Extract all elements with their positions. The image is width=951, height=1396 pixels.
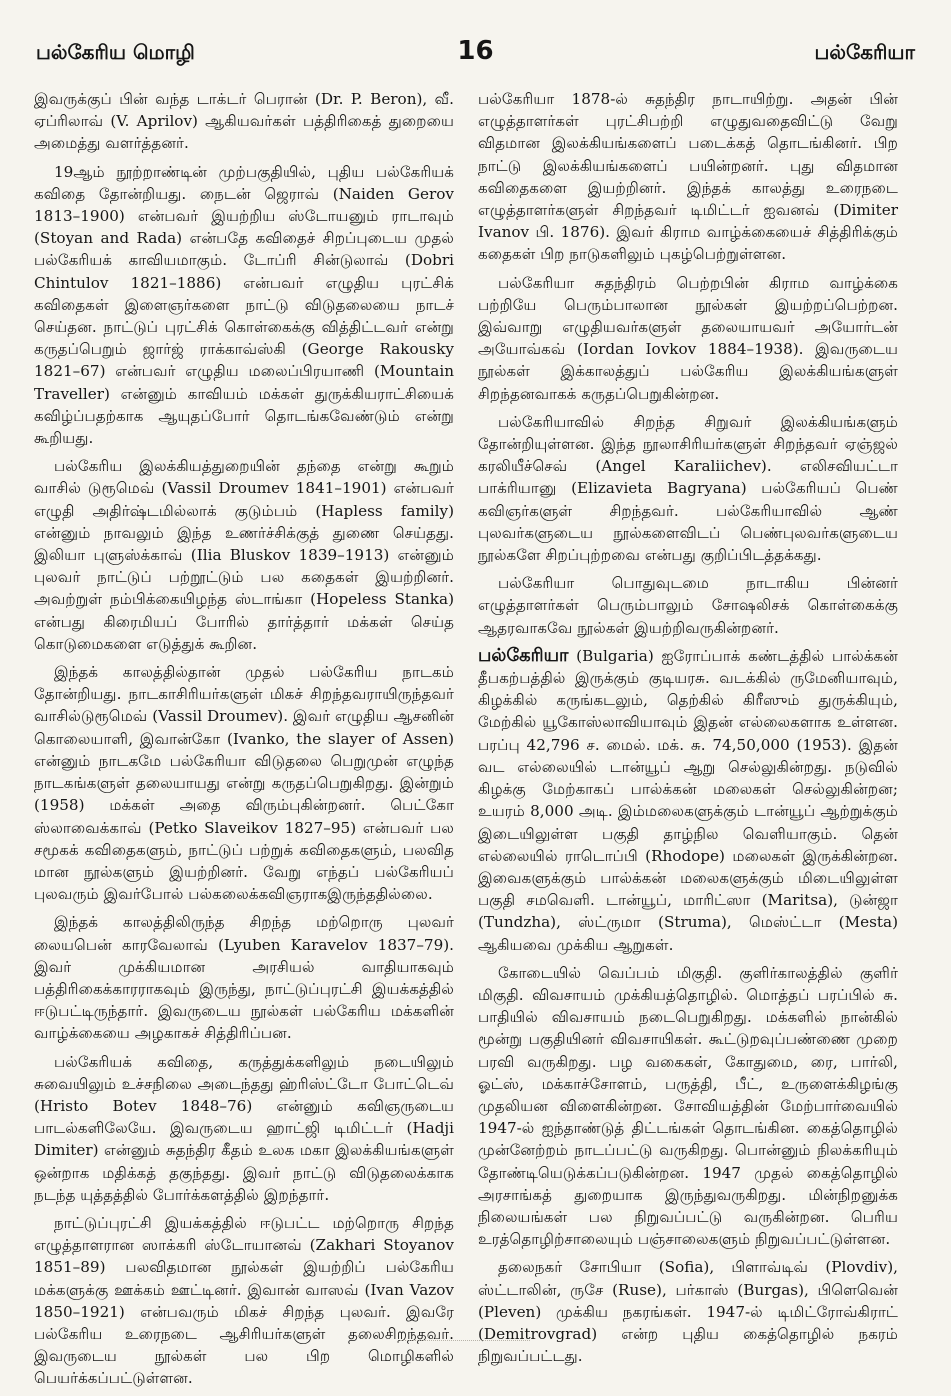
running-head-right: பல்கேரியா	[814, 40, 915, 64]
page-number: 16	[457, 36, 494, 66]
paragraph: இந்தக் காலத்திலிருந்த சிறந்த மற்றொரு புலவர் லையபென் காரவேலாவ் (Lyuben Karavelov 1837–79). இவர் முக்கியமான அரசியல் வாதியாகவும் பத்திரிகைக்காரராகவும் இருந்து, நாட்டுப்புரட்சி இயக்கத்தில் ஈடுபட்டிருந்தார். இவருடைய நூல்கள் பல்கேரிய மக்களின் வாழ்க்கையை அழகாகச் சித்திரிப்பன.	[34, 913, 454, 1043]
paragraph: தலைநகர் சோபியா (Sofia), பிளாவ்டிவ் (Plovdiv), ஸ்ட்டாலின், ருசே (Ruse), பர்காஸ் (Burgas), பிளெவென் (Pleven) முக்கிய நகரங்கள். 1947-ல் டிமிட்ரோவ்கிராட் (Demitrovgrad) என்ற புதிய கைத்தொழில் நகரம் நிறுவப்பட்டது.	[478, 1258, 898, 1366]
paragraph: பல்கேரியா சுதந்திரம் பெற்றபின் கிராம வாழ்க்கை பற்றியே பெரும்பாலான நூல்கள் இயற்றப்பெற்றன. இவ்வாறு எழுதியவர்களுள் தலையாயவர் அயோர்டன் அயோவ்கவ் (Iordan Iovkov 1884–1938). இவருடைய நூல்கள் இக்காலத்துப் பல்கேரிய இலக்கியங்களுள் சிறந்தனவாகக் கருதப்பெறுகின்றன.	[478, 273, 898, 403]
printer-mark	[400, 1340, 530, 1347]
entry-paragraph	[478, 645, 898, 956]
paragraph: கோடையில் வெப்பம் மிகுதி. குளிர்காலத்தில் குளிர் மிகுதி. விவசாயம் முக்கியத்தொழில். மொத்தப் பரப்பில் சு. பாதியில் விவசாயம் நடைபெறுகிறது. மக்களில் நான்கில் மூன்று பகுதியினர் விவசாயிகள். கூட்டுறவுப்பண்ணை முறை பரவி வருகிறது. பழ வகைகள், கோதுமை, ரை, பார்லி, ஓட்ஸ், மக்காச்சோளம், பருத்தி, பீட், உருளைக்கிழங்கு முதலியன விளைகின்றன. சோவியத்தின் மேற்பார்வையில் 1947-ல் ஐந்தாண்டுத் திட்டங்கள் தொடங்கின. கைத்தொழில் முன்னேற்றம் நாடப்பட்டு வருகிறது. பொன்னும் நிலக்கரியும் தோண்டியெடுக்கப்படுகின்றன. 1947 முதல் கைத்தொழில் அரசாங்கத் துறையாக இருந்துவருகிறது. மின்நிறனுக்க நிலையங்கள் பல நிறுவப்பட்டு வருகின்றன. பெரிய உரத்தொழிற்சாலையும் பஞ்சாலைகளும் நிறுவப்பட்டுள்ளன.	[478, 963, 898, 1249]
two-column-body	[34, 88, 917, 1396]
entry-text: (Bulgaria) ஐரோப்பாக் கண்டத்தில் பால்க்கன் தீபகற்பத்தில் இருக்கும் குடியரசு. வடக்கில் ருமேனியாவும், கிழக்கில் கருங்கடலும், தெற்கில் கிரீஸும் துருக்கியும், மேற்கில் யூகோஸ்லாவியாவும் இதன் எல்லைகளாக உள்ளன. பரப்பு 42,796 ச. மைல். மக். சு. 74,50,000 (1953). இதன் வட எல்லையில் டான்யூப் ஆறு செல்லுகின்றது. நடுவில் கிழக்கு மேற்காகப் பால்க்கன் மலைகள் செல்லுகின்றன; உயரம் 8,000 அடி. இம்மலைகளுக்கும் டான்யூப் ஆற்றுக்கும் இடையிலுள்ள பகுதி தாழ்நில வெளியாகும். தென் எல்லையில் ராடொப்பி (Rhodope) மலைகள் இருக்கின்றன. இவைகளுக்கும் பால்க்கன் மலைகளுக்கும் மிடையிலுள்ள பகுதி சமவெளி. டான்யூப், மாரிட்ஸா (Maritsa), டுன்ஜா (Tundzha), ஸ்ட்ருமா (Struma), மெஸ்ட்டா (Mesta) ஆகியவை முக்கிய ஆறுகள்.	[478, 646, 899, 954]
paragraph: பல்கேரியா 1878-ல் சுதந்திர நாடாயிற்று. அதன் பின் எழுத்தாளர்கள் புரட்சிபற்றி எழுதுவதைவிட்டு வேறு விதமான இலக்கியங்களைப் படைக்கத் தொடங்கினர். பிற நாட்டு இலக்கியங்களைப் பயின்றனர். புது விதமான கவிதைகளை இயற்றினர். இந்தக் காலத்து உரைநடை எழுத்தாளர்களுள் சிறந்தவர் டிமிட்டர் ஐவனவ் (Dimiter Ivanov பி. 1876). இவர் கிராம வாழ்க்கையைச் சித்திரிக்கும் கதைகள் பிற நாடுகளிலும் புகழ்பெற்றுள்ளன.	[478, 90, 898, 264]
paragraph: 19ஆம் நூற்றாண்டின் முற்பகுதியில், புதிய பல்கேரியக் கவிதை தோன்றியது. நைடன் ஜெராவ் (Naiden Gerov 1813–1900) என்பவர் இயற்றிய ஸ்டோயனும் ராடாவும் (Stoyan and Rada) என்பதே கவிதைச் சிறப்புடைய முதல் பல்கேரியக் காவியமாகும். டோப்ரி சின்டுலாவ் (Dobri Chintulov 1821–1886) என்பவர் எழுதிய புரட்சிக் கவிதைகள் இளைஞர்களை நாட்டு விடுதலையை நாடச் செய்தன. நாட்டுப் புரட்சிக் கொள்கைக்கு வித்திட்டவர் என்று கருதப்பெறும் ஜார்ஜ் ராக்காவ்ஸ்கி (George Rakousky 1821–67) என்பவர் எழுதிய மலைப்பிரயாணி (Mountain Traveller) என்னும் காவியம் மக்கள் துருக்கியராட்சியைக் கவிழ்ப்பதற்காக ஆயுதப்போர் தொடங்கவேண்டும் என்று கூறியது.	[34, 162, 454, 448]
paragraph: பல்கேரிய இலக்கியத்துறையின் தந்தை என்று கூறும் வாசில் டுரூமெவ் (Vassil Droumev 1841–1901) என்பவர் எழுதி அதிர்ஷ்டமில்லாக் குடும்பம் (Hapless family) என்னும் நாவலும் இந்த உணர்ச்சிக்குத் துணை செய்தது. இலியா புளுஸ்க்காவ் (Ilia Bluskov 1839–1913) என்னும் புலவர் நாட்டுப் பற்றூட்டும் பல கதைகள் இயற்றினர். அவற்றுள் நம்பிக்கையிழந்த ஸ்டாங்கா (Hopeless Stanka) என்பது கிரைமியப் போரில் தார்த்தார் மக்கள் செய்த கொடுமைகளை எடுத்துக் கூறின.	[34, 457, 454, 653]
page-header	[34, 22, 917, 78]
paragraph: பல்கேரியா பொதுவுடமை நாடாகிய பின்னர் எழுத்தாளர்கள் பெரும்பாலும் சோஷலிசக் கொள்கைக்கு ஆதரவாகவே நூல்கள் இயற்றிவருகின்றனர்.	[478, 574, 898, 637]
paragraph: பல்கேரியாவில் சிறந்த சிறுவர் இலக்கியங்களும் தோன்றியுள்ளன. இந்த நூலாசிரியர்களுள் சிறந்தவர் ஏஞ்ஜல் கரலியீச்செவ் (Angel Karaliichev). எலிசவியட்டா பாக்ரியானு (Elizavieta Bagryana) பல்கேரியப் பெண் கவிஞர்களுள் சிறந்தவர். பல்கேரியாவில் ஆண் புலவர்களுடைய நூல்களைவிடப் பெண்புலவர்களுடைய நூல்களே சிறப்புற்றவை என்பது குறிப்பிடத்தக்கது.	[478, 412, 898, 565]
entry-heading: பல்கேரியா	[478, 644, 569, 666]
right-column	[478, 88, 898, 1396]
paragraph: பல்கேரியக் கவிதை, கருத்துக்களிலும் நடையிலும் சுவையிலும் உச்சநிலை அடைந்தது ஹ்ரிஸ்ட்டோ போட்டெவ் (Hristo Botev 1848–76) என்னும் கவிஞருடைய பாடல்களிலேயே. இவருடைய ஹாட்ஜி டிமிட்டர் (Hadji Dimiter) என்னும் சுதந்திர கீதம் உலக மகா இலக்கியங்களுள் ஒன்றாக மதிக்கத் தகுந்தது. இவர் நாட்டு விடுதலைக்காக நடந்த யுத்தத்தில் போர்க்களத்தில் இறந்தார்.	[34, 1052, 454, 1204]
paragraph: இவருக்குப் பின் வந்த டாக்டர் பெரான் (Dr. P. Beron), வீ. ஏப்ரிலாவ் (V. Aprilov) ஆகியவர்கள் பத்திரிகைத் துறையை அமைத்து வளர்த்தனர்.	[34, 90, 454, 153]
paragraph: நாட்டுப்புரட்சி இயக்கத்தில் ஈடுபட்ட மற்றொரு சிறந்த எழுத்தாளரான ஸாக்கரி ஸ்டோயானவ் (Zakhari Stoyanov 1851–89) பலவிதமான நூல்கள் இயற்றிப் பல்கேரிய மக்களுக்கு ஊக்கம் ஊட்டினர். இவான் வாஸவ் (Ivan Vazov 1850–1921) என்பவரும் மிகச் சிறந்த புலவர். இவரே பல்கேரிய உரைநடை ஆசிரியர்களுள் தலைசிறந்தவர். இவருடைய நூல்கள் பல பிற மொழிகளில் பெயர்க்கப்பட்டுள்ளன.	[34, 1213, 454, 1388]
paragraph: இந்தக் காலத்தில்தான் முதல் பல்கேரிய நாடகம் தோன்றியது. நாடகாசிரியர்களுள் மிகச் சிறந்தவராயிருந்தவர் வாசில்டுரூமெவ் (Vassil Droumev). இவர் எழுதிய ஆசனின் கொலையாளி, இவான்கோ (Ivanko, the slayer of Assen) என்னும் நாடகமே பல்கேரியா விடுதலை பெறுமுன் எழுந்த நாடகங்களுள் தலையாயது என்று கருதப்பெறுகிறது. இன்றும் (1958) மக்கள் அதை விரும்புகின்றனர். பெட்கோ ஸ்லாவைக்காவ் (Petko Slaveikov 1827–95) என்பவர் பல சமூகக் கவிதைகளும், நாட்டுப் பற்றுக் கவிதைகளும், பலவித மான நூல்களும் இயற்றினர். வேறு எந்தப் பல்கேரியப் புலவரும் இவர்போல் பல்கலைக்கவிஞராகஇருந்ததில்லை.	[34, 663, 454, 904]
left-column	[34, 88, 454, 1396]
running-head-left: பல்கேரிய மொழி	[36, 40, 195, 64]
